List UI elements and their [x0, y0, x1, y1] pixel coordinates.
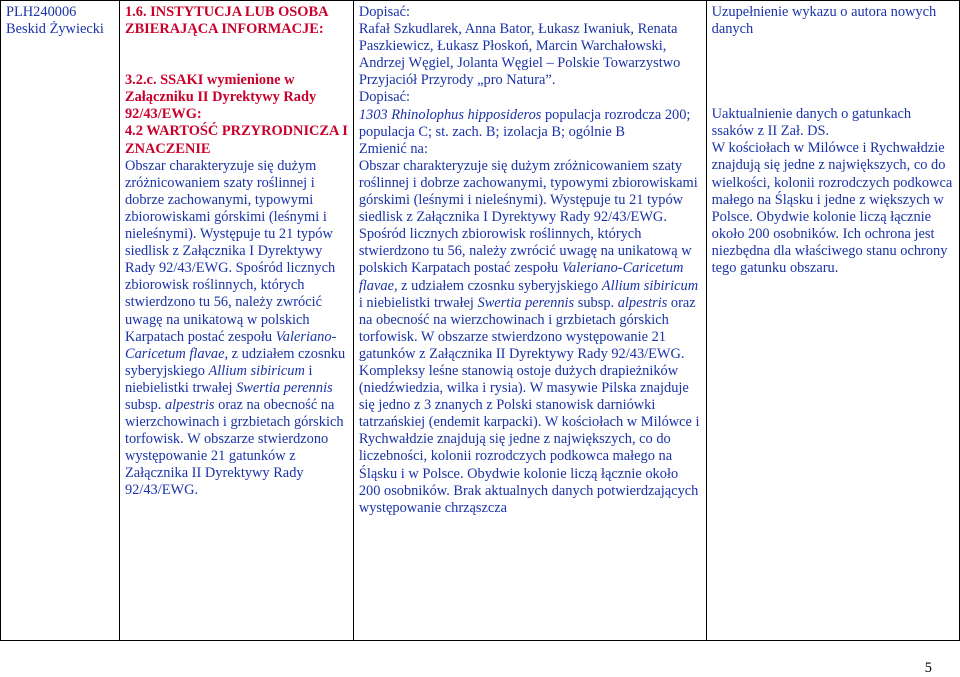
- change-label: Dopisać:: [358, 4, 410, 20]
- text-run: oraz na obecność na wierzchowinach i grzbietach górskich torfowisk. W obszarze stwierdzono występowanie 21 gatunków z Załącznika II Dyrektywy Rady 92/43/EWG. Kompleksy leśne stanowią ostoje dużych drapieżników (niedźwiedzia, wilka i rysia). W masywie Pilska znajduje się jedno z 3 znanych z Polski stanowisk darniówki tatrzańskiej (endemit karpacki). W kościołach w Milówce i Rychwałdzie znajdują się jedne z największych, co do liczebności, kolonii rozrodczych podkowca małego na Śląsku i w Polsce. Obydwie kolonie liczą łącznie około 200 osobników. Brak aktualnych danych potwierdzających występowanie chrząszcza: [358, 294, 700, 516]
- text-run: subsp.: [124, 396, 165, 413]
- change-text: [359, 158, 701, 517]
- section-body: [125, 158, 348, 500]
- species-name: Allium sibiricum: [601, 277, 699, 294]
- text-run: Obszar charakteryzuje się dużym zróżnicowaniem szaty roślinnej i dobrze zachowanymi, typowymi zbiorowiskami górskimi (leśnymi i nieleśnymi). Występuje tu 21 typów siedlisk z Załącznika I Dyrektywy Rady 92/43/EWG. Spośród licznych zbiorowisk roślinnych, których stwierdzono tu 56, należy zwrócić uwagę na unikatową w polskich Karpatach postać zespołu: [124, 157, 336, 345]
- proposed-change-cell: [353, 1, 706, 641]
- justification-cell: [706, 1, 959, 641]
- species-name: alpestris: [164, 396, 215, 413]
- table-row: [1, 1, 960, 641]
- species-name: Valeriano-Caricetum flavae: [124, 328, 337, 362]
- species-name: Valeriano-Caricetum flavae: [358, 260, 684, 294]
- text-run: populacja rozrodcza 200; populacja C; st. zach. B; izolacja B; ogólnie B: [358, 106, 691, 140]
- species-name: 1303 Rhinolophus hipposideros: [358, 106, 542, 123]
- species-name: Swertia perennis: [477, 294, 575, 311]
- section-heading: 3.2.c. SSAKI wymienione w Załączniku II Dyrektywy Rady 92/43/EWG:: [124, 72, 317, 123]
- page-number: 5: [924, 660, 932, 676]
- justification-text: W kościołach w Milówce i Rychwałdzie znajdują się jedne z największych, co do wielkości, kolonii rozrodczych podkowca małego na Śląsku i jedne z większych w Polsce. Obydwie kolonie liczą łącznie około 200 osobników. Ich ochrona jest niezbędna dla właściwego stanu ochrony tego gatunku obszaru.: [711, 140, 953, 277]
- text-run: , z udziałem czosnku syberyjskiego: [393, 277, 602, 294]
- change-text: Rafał Szkudlarek, Anna Bator, Łukasz Iwaniuk, Renata Paszkiewicz, Łukasz Płoskoń, Marcin Warchałowski, Andrzej Węgiel, Jolanta Węgiel – Polskie Towarzystwo Przyjaciół Przyrody „pro Natura”.: [358, 21, 681, 89]
- site-code-cell: [1, 1, 120, 641]
- text-run: oraz na obecność na wierzchowinach i grzbietach górskich torfowisk. W obszarze stwierdzono występowanie 21 gatunków z Załącznika II Dyrektywy Rady 92/43/EWG.: [124, 396, 344, 499]
- change-label: Zmienić na:: [358, 140, 428, 157]
- change-text: [359, 107, 701, 141]
- text-run: Obszar charakteryzuje się dużym zróżnicowaniem szaty roślinnej i dobrze zachowanymi, typowymi zbiorowiskami górskimi (leśnymi i nieleśnymi). Występuje tu 21 typów siedlisk z Załącznika I Dyrektywy Rady 92/43/EWG. Spośród licznych zbiorowisk roślinnych, których stwierdzono tu 56, należy zwrócić uwagę na unikatową w polskich Karpatach postać zespołu: [358, 157, 698, 277]
- text-run: subsp.: [574, 294, 618, 311]
- justification-text: Uaktualnienie danych o gatunkach ssaków z II Zał. DS.: [711, 106, 912, 140]
- species-name: alpestris: [617, 294, 668, 311]
- text-run: , z udziałem czosnku syberyjskiego: [124, 345, 346, 379]
- change-label: Dopisać:: [358, 89, 410, 106]
- species-name: Swertia perennis: [236, 379, 333, 396]
- original-text-cell: [119, 1, 353, 641]
- section-heading: 1.6. INSTYTUCJA LUB OSOBA ZBIERAJĄCA INFORMACJE:: [124, 4, 328, 38]
- text-run: i niebielistki trwałej: [124, 362, 313, 396]
- justification-text: Uzupełnienie wykazu o autora nowych danych: [711, 4, 937, 38]
- text-run: i niebielistki trwałej: [358, 294, 478, 311]
- species-name: Allium sibiricum: [208, 362, 305, 379]
- section-heading: 4.2 WARTOŚĆ PRZYRODNICZA I ZNACZENIE: [124, 123, 348, 157]
- site-code: PLH240006 Beskid Żywiecki: [6, 4, 104, 38]
